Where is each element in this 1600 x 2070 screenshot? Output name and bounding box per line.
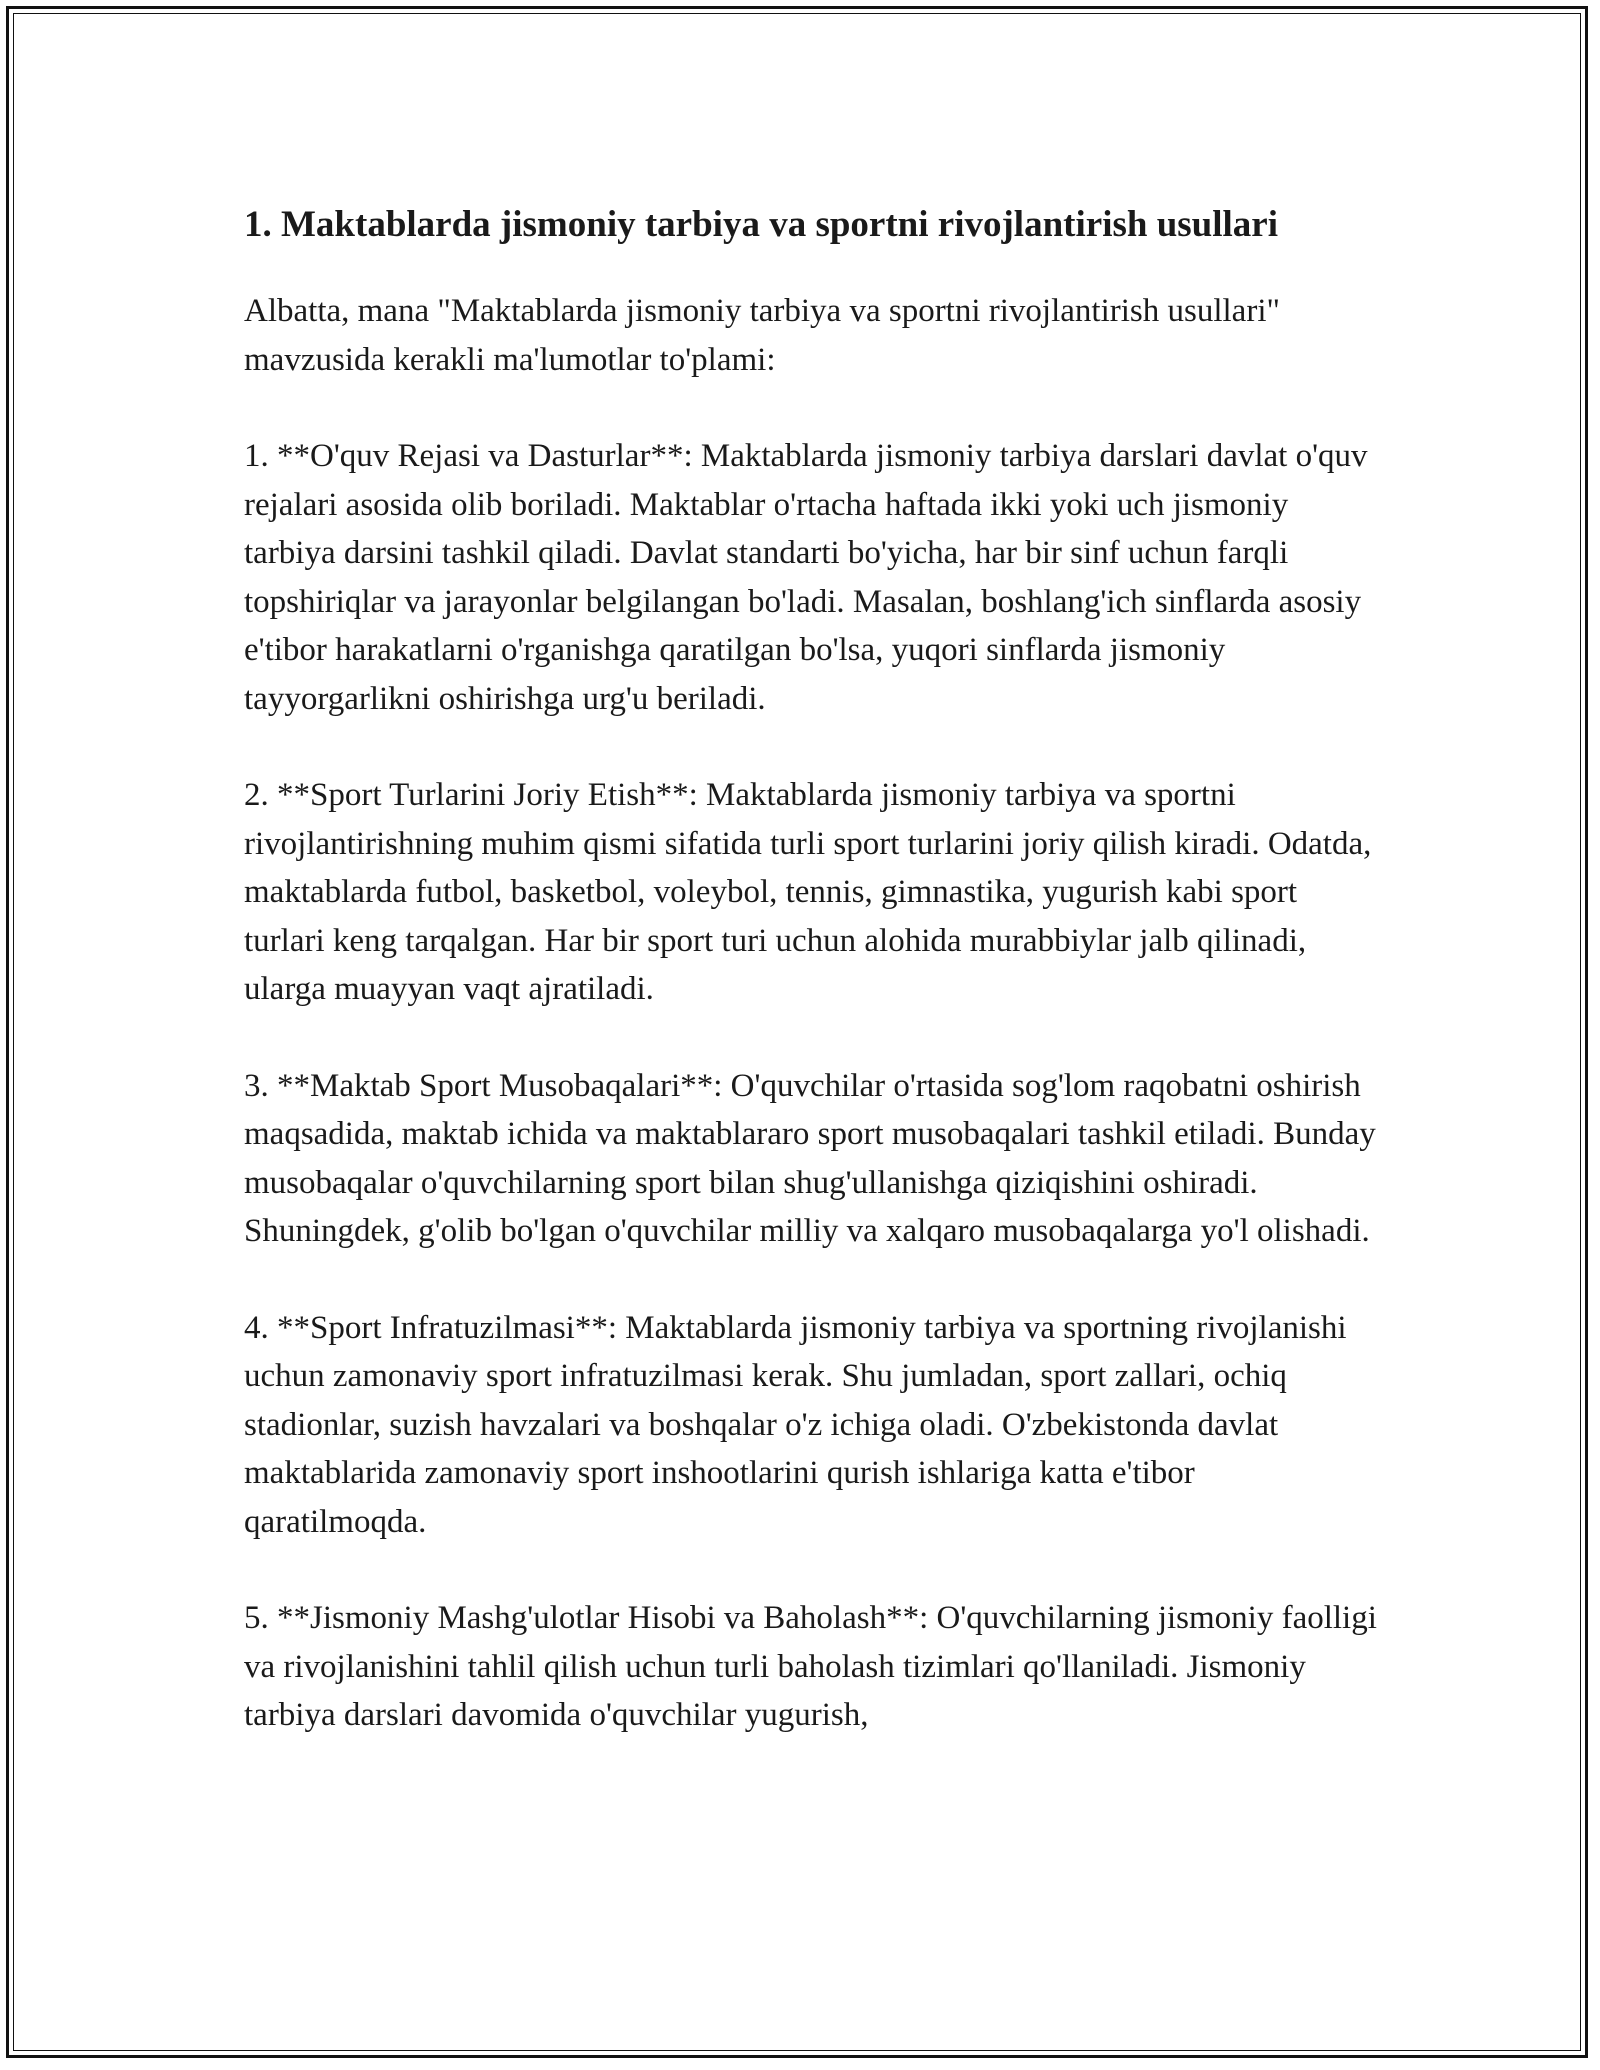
page-title: 1. Maktablarda jismoniy tarbiya va sportni rivojlantirish usullari bbox=[244, 204, 1279, 245]
intro-paragraph: Albatta, mana "Maktablarda jismoniy tarbiya va sportni rivojlantirish usullari" mavzusida kerakli ma'lumotlar to'plami: bbox=[244, 293, 1280, 378]
section-paragraph-2: 2. **Sport Turlarini Joriy Etish**: Maktablarda jismoniy tarbiya va sportni rivojlantirishning muhim qismi sifatida turli sport turlarini joriy qilish kiradi. Odatda, maktablarda futbol, basketbol, voleybol, tennis, gimnastika, yugurish kabi sport turlari keng tarqalgan. Har bir sport turi uchun alohida murabbiylar jalb qilinadi, ularga muayyan vaqt ajratiladi. bbox=[244, 777, 1372, 1007]
page-frame bbox=[6, 6, 1588, 2058]
section-paragraph-3: 3. **Maktab Sport Musobaqalari**: O'quvchilar o'rtasida sog'lom raqobatni oshirish maqsadida, maktab ichida va maktablararo sport musobaqalari tashkil etiladi. Bunday musobaqalar o'quvchilarning sport bilan shug'ullanishga qiziqishini oshiradi. Shuningdek, g'olib bo'lgan o'quvchilar milliy va xalqaro musobaqalarga yo'l olishadi. bbox=[244, 1067, 1376, 1249]
section-paragraph-4: 4. **Sport Infratuzilmasi**: Maktablarda jismoniy tarbiya va sportning rivojlanishi uchun zamonaviy sport infratuzilmasi kerak. Shu jumladan, sport zallari, ochiq stadionlar, suzish havzalari va boshqalar o'z ichiga oladi. O'zbekistonda davlat maktablarida zamonaviy sport inshootlarini qurish ishlariga katta e'tibor qaratilmoqda. bbox=[244, 1309, 1347, 1540]
document-body bbox=[244, 197, 1384, 1788]
section-paragraph-5: 5. **Jismoniy Mashg'ulotlar Hisobi va Baholash**: O'quvchilarning jismoniy faolligi va rivojlanishini tahlil qilish uchun turli baholash tizimlari qo'llaniladi. Jismoniy tarbiya darslari davomida o'quvchilar yugurish, bbox=[244, 1600, 1377, 1733]
section-paragraph-1: 1. **O'quv Rejasi va Dasturlar**: Maktablarda jismoniy tarbiya darslari davlat o'quv rejalari asosida olib boriladi. Maktablar o'rtacha haftada ikki yoki uch jismoniy tarbiya darsini tashkil qiladi. Davlat standarti bo'yicha, har bir sinf uchun farqli topshiriqlar va jarayonlar belgilangan bo'ladi. Masalan, boshlang'ich sinflarda asosiy e'tibor harakatlarni o'rganishga qaratilgan bo'lsa, yuqori sinflarda jismoniy tayyorgarlikni oshirishga urg'u beriladi. bbox=[244, 438, 1368, 717]
